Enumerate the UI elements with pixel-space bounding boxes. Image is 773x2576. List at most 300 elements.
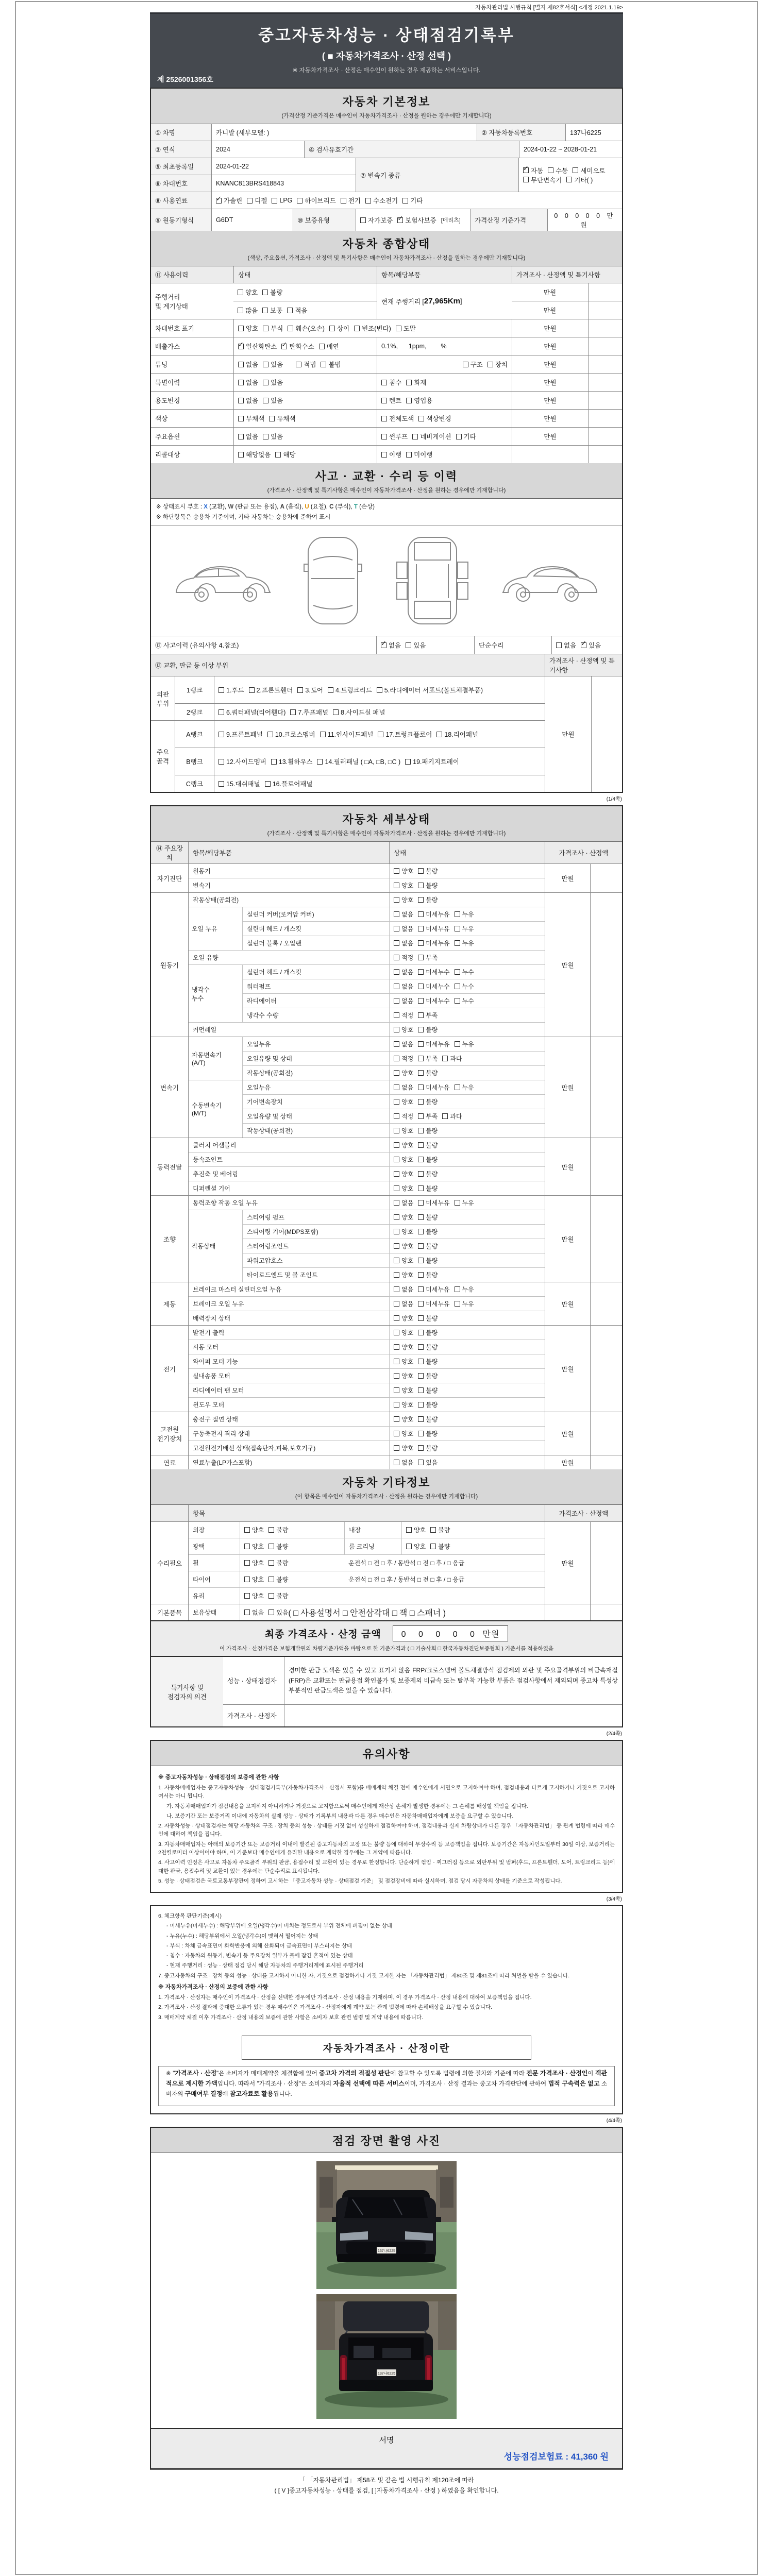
checkbox-불량[interactable]: 불량 bbox=[418, 1371, 438, 1380]
checkbox-적정[interactable]: 적정 bbox=[394, 1112, 413, 1121]
checkbox-디젤[interactable]: 디젤 bbox=[247, 196, 267, 205]
detail-row bbox=[189, 1196, 545, 1210]
checkbox-썬루프[interactable]: 썬루프 bbox=[381, 432, 408, 441]
basic-items-row bbox=[189, 1604, 545, 1620]
section-header bbox=[151, 89, 622, 124]
checkbox-하이브리드[interactable]: 하이브리드 bbox=[297, 196, 335, 205]
checkbox-있음[interactable]: ✓ 있음 bbox=[581, 640, 601, 650]
checkbox-누유[interactable]: 누유 bbox=[455, 1299, 474, 1308]
checkbox-5.라디에이터 서포트(볼트체결부품)[interactable]: 5.라디에이터 서포트(볼트체결부품) bbox=[377, 685, 483, 694]
price-note-cell bbox=[590, 1604, 622, 1620]
checkbox-불량[interactable]: 불량 bbox=[430, 1526, 450, 1534]
checkbox-양호[interactable]: 양호 bbox=[394, 1314, 413, 1323]
checkbox-해당[interactable]: 해당 bbox=[275, 450, 295, 459]
checkbox-불량[interactable]: 불량 bbox=[418, 1242, 438, 1250]
cell bbox=[343, 2301, 429, 2331]
checkbox-불법[interactable]: 불법 bbox=[321, 360, 341, 369]
checkbox-불량[interactable]: 불량 bbox=[418, 895, 438, 904]
exchange-left bbox=[151, 676, 545, 792]
checkbox-부족[interactable]: 부족 bbox=[418, 953, 438, 962]
checkbox-14.필러패널 ( □A, □B, □C )[interactable]: 14.필러패널 ( □A, □B, □C ) bbox=[317, 757, 400, 766]
checkbox-불량[interactable]: 불량 bbox=[418, 1227, 438, 1236]
field-label: 가격산정 기준가격 bbox=[470, 209, 547, 231]
checkbox-자가보증[interactable]: 자가보증 bbox=[360, 215, 393, 225]
checkbox-양호[interactable]: 양호 bbox=[394, 1444, 413, 1452]
checkbox-없음[interactable]: 없음 bbox=[394, 968, 413, 976]
checkbox-기타[interactable]: 기타 bbox=[456, 432, 476, 441]
price-cell: 만원 bbox=[545, 1037, 590, 1138]
section-title: 사고 · 교환 · 수리 등 이력 bbox=[315, 470, 458, 483]
checkbox-box-icon bbox=[394, 1387, 399, 1393]
repair-group-label: 수리필요 bbox=[157, 1560, 182, 1567]
sub-group-rows bbox=[243, 1210, 545, 1282]
checkbox-불량[interactable]: 불량 bbox=[418, 867, 438, 875]
checkbox-과다[interactable]: 과다 bbox=[442, 1112, 462, 1121]
checkbox-box-icon bbox=[247, 198, 253, 204]
checkbox-미세누유[interactable]: 미세누유 bbox=[418, 939, 449, 947]
checkbox-양호[interactable]: 양호 bbox=[394, 1155, 413, 1164]
checkbox-적음[interactable]: 적음 bbox=[287, 306, 307, 315]
cell bbox=[565, 588, 578, 601]
checkbox-불량[interactable]: 불량 bbox=[418, 1155, 438, 1164]
checkbox-불량[interactable]: 불량 bbox=[418, 1343, 438, 1351]
checkbox-15.대쉬패널[interactable]: 15.대쉬패널 bbox=[219, 779, 260, 788]
checkbox-미세누유[interactable]: 미세누유 bbox=[418, 924, 449, 933]
checkbox-적정[interactable]: 적정 bbox=[394, 1011, 413, 1020]
emphasis: 참고자료로 활용 bbox=[229, 2090, 274, 2097]
checkbox-미세누수[interactable]: 미세누수 bbox=[418, 968, 449, 976]
checkbox-불량[interactable]: 불량 bbox=[268, 1542, 288, 1551]
checkbox-있음[interactable]: 있음 bbox=[263, 432, 283, 441]
checkbox-불량[interactable]: 불량 bbox=[262, 287, 282, 297]
checkbox-1.후드[interactable]: 1.후드 bbox=[219, 685, 244, 694]
checkbox-불량[interactable]: 불량 bbox=[430, 1542, 450, 1551]
checkbox-양호[interactable]: 양호 bbox=[394, 881, 413, 890]
checkbox-box-icon bbox=[394, 1027, 399, 1032]
checkbox-누유[interactable]: 누유 bbox=[455, 924, 474, 933]
checkbox-구조[interactable]: 구조 bbox=[463, 360, 483, 369]
checkbox-불량[interactable]: 불량 bbox=[418, 1400, 438, 1409]
checkbox-화재[interactable]: 화재 bbox=[406, 378, 426, 387]
checkbox-없음[interactable]: 없음 bbox=[238, 396, 258, 405]
checkbox-누유[interactable]: 누유 bbox=[455, 1083, 474, 1092]
checkbox-13.휠하우스[interactable]: 13.휠하우스 bbox=[271, 757, 313, 766]
checkbox-이행[interactable]: 이행 bbox=[381, 450, 401, 459]
cell bbox=[569, 592, 574, 597]
col-header: 상태 bbox=[389, 842, 545, 863]
checkbox-보험사보증[interactable]: ✓ 보험사보증 bbox=[397, 215, 436, 225]
checkbox-있음[interactable]: 있음 bbox=[268, 1608, 288, 1617]
checkbox-16.플로어패널[interactable]: 16.플로어패널 bbox=[265, 779, 313, 788]
checkbox-미세누유[interactable]: 미세누유 bbox=[418, 910, 449, 919]
device-group-label: 제동 bbox=[163, 1300, 176, 1308]
section-title: 자동차 기본정보 bbox=[342, 95, 431, 108]
checkbox-box-icon bbox=[249, 687, 255, 693]
detail-row bbox=[243, 907, 545, 921]
checkbox-양호[interactable]: 양호 bbox=[244, 1558, 264, 1567]
detail-state bbox=[390, 1210, 545, 1224]
checkbox-box-icon bbox=[406, 398, 412, 403]
repair-item: 광택 bbox=[189, 1538, 240, 1554]
checkbox-box-icon bbox=[394, 1084, 399, 1090]
checkbox-부식[interactable]: 부식 bbox=[263, 324, 283, 333]
checkbox-양호[interactable]: 양호 bbox=[394, 1256, 413, 1265]
checkbox-LPG[interactable]: LPG bbox=[272, 197, 292, 204]
checkbox-box-icon bbox=[406, 1544, 412, 1549]
checkbox-box-icon bbox=[418, 1113, 424, 1119]
checkbox-양호[interactable]: 양호 bbox=[394, 1025, 413, 1034]
inspection-photo-front bbox=[316, 2161, 457, 2289]
checkbox-미이행[interactable]: 미이행 bbox=[406, 450, 432, 459]
checkbox-없음[interactable]: 없음 bbox=[238, 360, 258, 369]
checkbox-불량[interactable]: 불량 bbox=[268, 1526, 288, 1534]
checkbox-양호[interactable]: 양호 bbox=[394, 1141, 413, 1149]
detail-row bbox=[189, 1181, 545, 1195]
checkbox-양호[interactable]: 양호 bbox=[244, 1526, 264, 1534]
checkbox-3.도어[interactable]: 3.도어 bbox=[297, 685, 323, 694]
section-header bbox=[151, 1469, 622, 1505]
checkbox-양호[interactable]: 양호 bbox=[394, 1400, 413, 1409]
checkbox-누수[interactable]: 누수 bbox=[455, 996, 474, 1005]
checkbox-상이[interactable]: 상이 bbox=[329, 324, 349, 333]
checkbox-미세누유[interactable]: 미세누유 bbox=[418, 1285, 449, 1294]
checkbox-box-icon bbox=[523, 167, 529, 173]
checkbox-기타( )[interactable]: 기타( ) bbox=[566, 175, 593, 184]
checkbox-없음[interactable]: 없음 bbox=[394, 910, 413, 919]
price-note-cell bbox=[590, 1282, 622, 1325]
checkbox-불량[interactable]: 불량 bbox=[418, 1213, 438, 1222]
checkbox-변조(변타)[interactable]: 변조(변타) bbox=[354, 324, 391, 333]
checkbox-불량[interactable]: 불량 bbox=[418, 1256, 438, 1265]
signature-label: 서명 bbox=[379, 2435, 394, 2445]
checkbox-미세누수[interactable]: 미세누수 bbox=[418, 996, 449, 1005]
notice-heading: ※ 중고자동차성능 · 상태점검의 보증에 관한 사항 bbox=[158, 1774, 279, 1781]
checkbox-불량[interactable]: 불량 bbox=[418, 1170, 438, 1178]
checkbox-양호[interactable]: 양호 bbox=[394, 1371, 413, 1380]
state-options bbox=[233, 319, 512, 337]
repair-item: 타이어 bbox=[189, 1571, 240, 1587]
checkbox-있음[interactable]: 있음 bbox=[406, 640, 426, 650]
checkbox-수동[interactable]: 수동 bbox=[548, 166, 568, 175]
first-reg-vin-column bbox=[151, 158, 356, 192]
checkbox-양호[interactable]: 양호 bbox=[244, 1575, 264, 1584]
checkbox-양호[interactable]: 양호 bbox=[238, 324, 258, 333]
price-cell: 만원 bbox=[545, 1282, 590, 1325]
checkbox-없음[interactable]: 없음 bbox=[556, 640, 576, 650]
checkbox-box-icon bbox=[455, 1041, 460, 1047]
checkbox-미세누유[interactable]: 미세누유 bbox=[418, 1198, 449, 1207]
checkbox-양호[interactable]: 양호 bbox=[238, 287, 258, 297]
sub-group-rows bbox=[243, 1037, 545, 1080]
rank-label: A랭크 bbox=[175, 721, 214, 748]
checkbox-box-icon bbox=[394, 1344, 399, 1350]
checkbox-양호[interactable]: 양호 bbox=[394, 895, 413, 904]
checkbox-전체도색[interactable]: 전체도색 bbox=[381, 414, 414, 423]
exchange-group bbox=[151, 676, 545, 720]
checkbox-미세누수[interactable]: 미세누수 bbox=[418, 982, 449, 991]
checkbox-불량[interactable]: 불량 bbox=[418, 1386, 438, 1395]
checkbox-해당없음[interactable]: 해당없음 bbox=[238, 450, 271, 459]
checkbox-누유[interactable]: 누유 bbox=[455, 1285, 474, 1294]
checkbox-불량[interactable]: 불량 bbox=[418, 1270, 438, 1279]
checkbox-매연[interactable]: 매연 bbox=[319, 342, 339, 351]
checkbox-양호[interactable]: 양호 bbox=[406, 1542, 426, 1551]
checkbox-10.크로스멤버[interactable]: 10.크로스멤버 bbox=[267, 730, 315, 739]
repair-row bbox=[189, 1554, 545, 1571]
checkbox-box-icon bbox=[394, 1056, 399, 1061]
emphasis: 중고차 가격의 적절성 판단 bbox=[318, 2069, 391, 2077]
checkbox-없음[interactable]: 없음 bbox=[394, 1458, 413, 1467]
usage-label: 주행거리 및 계기상태 bbox=[155, 293, 188, 310]
checkbox-box-icon bbox=[418, 1171, 424, 1177]
detail-row bbox=[189, 1311, 545, 1325]
checkbox-box-icon bbox=[262, 290, 268, 295]
checkbox-box-icon bbox=[418, 416, 424, 421]
checkbox-일산화탄소[interactable]: ✓ 일산화탄소 bbox=[238, 342, 277, 351]
checkbox-있음[interactable]: 있음 bbox=[263, 378, 283, 387]
document bbox=[150, 1, 623, 2499]
checkbox-7.루프패널[interactable]: 7.루프패널 bbox=[290, 707, 328, 717]
checkbox-불량[interactable]: 불량 bbox=[418, 1025, 438, 1034]
checkbox-부족[interactable]: 부족 bbox=[418, 1054, 438, 1063]
checkbox-색상변경[interactable]: 색상변경 bbox=[418, 414, 451, 423]
col-header: 항목 bbox=[188, 1505, 545, 1521]
notice-item: 5. 성능 · 상태점검은 국토교통부장관이 정하여 고시하는 「중고자동차 성능 · 상태점검 기준」 및 점검장비에 따라 실시하며, 점검 당시 자동차의 상태를 기준으로 작성됩니다. bbox=[158, 1877, 562, 1884]
detail-row bbox=[243, 921, 545, 936]
checkbox-누유[interactable]: 누유 bbox=[455, 1198, 474, 1207]
checkbox-양호[interactable]: 양호 bbox=[394, 1328, 413, 1337]
checkbox-양호[interactable]: 양호 bbox=[244, 1542, 264, 1551]
checkbox-부족[interactable]: 부족 bbox=[418, 1112, 438, 1121]
checkbox-8.사이드실 패널[interactable]: 8.사이드실 패널 bbox=[333, 707, 385, 717]
checkbox-양호[interactable]: 양호 bbox=[394, 1242, 413, 1250]
checkbox-적정[interactable]: 적정 bbox=[394, 1054, 413, 1063]
checkbox-2.프론트휀더[interactable]: 2.프론트휀더 bbox=[249, 685, 293, 694]
checkbox-적정[interactable]: 적정 bbox=[394, 953, 413, 962]
checkbox-양호[interactable]: 양호 bbox=[394, 1170, 413, 1178]
checkbox-자동[interactable]: ✓ 자동 bbox=[523, 166, 543, 175]
checkbox-있음[interactable]: 있음 bbox=[418, 1458, 438, 1467]
checkbox-box-icon bbox=[271, 759, 277, 765]
device-group-label: 고전원 전기장치 bbox=[157, 1426, 182, 1443]
checkbox-누유[interactable]: 누유 bbox=[455, 939, 474, 947]
checkbox-유채색[interactable]: 유채색 bbox=[269, 414, 295, 423]
checkbox-미세누유[interactable]: 미세누유 bbox=[418, 1299, 449, 1308]
checkbox-불량[interactable]: 불량 bbox=[418, 1429, 438, 1438]
checkbox-있음[interactable]: 있음 bbox=[263, 360, 283, 369]
checkbox-불량[interactable]: 불량 bbox=[418, 1126, 438, 1135]
checkbox-기타[interactable]: 기타 bbox=[402, 196, 423, 205]
checkbox-없음[interactable]: 없음 bbox=[394, 1083, 413, 1092]
checkbox-양호[interactable]: 양호 bbox=[394, 1184, 413, 1193]
checkbox-없음[interactable]: ✓ 없음 bbox=[381, 640, 401, 650]
checkbox-없음[interactable]: 없음 bbox=[394, 1040, 413, 1048]
detail-state bbox=[390, 1138, 545, 1152]
price-note-cell bbox=[588, 319, 622, 337]
checkbox-양호[interactable]: 양호 bbox=[244, 1591, 264, 1600]
notice-item: 1. 가격조사 · 산정자는 매수인이 가격조사 · 산정을 선택한 경우에만 가격조사 · 산정 내용을 기재하며, 이 경우 가격조사 · 산정 내용에 대하여 보증책임을 집니다. bbox=[158, 1994, 532, 2001]
notice-item: 나. 보증기간 또는 보증거리 이내에 자동차의 실제 성능 · 상태가 기록부의 내용과 다른 경우 매수인은 자동차매매업자에게 보증을 요구할 수 있습니다. bbox=[166, 1812, 514, 1819]
checkbox-불량[interactable]: 불량 bbox=[418, 1184, 438, 1193]
checkbox-과다[interactable]: 과다 bbox=[442, 1054, 462, 1063]
repair-item: 룸 크리닝 bbox=[344, 1538, 402, 1554]
field-label: ⑥ 차대번호 bbox=[151, 175, 211, 192]
checkbox-양호[interactable]: 양호 bbox=[394, 1227, 413, 1236]
checkbox-장치[interactable]: 장치 bbox=[488, 360, 508, 369]
checkbox-무단변속기[interactable]: 무단변속기 bbox=[523, 175, 562, 184]
checkbox-양호[interactable]: 양호 bbox=[394, 1213, 413, 1222]
checkbox-불량[interactable]: 불량 bbox=[268, 1575, 288, 1584]
device-group-label: 동력전달 bbox=[157, 1163, 182, 1171]
checkbox-없음[interactable]: 없음 bbox=[394, 924, 413, 933]
checkbox-양호[interactable]: 양호 bbox=[394, 1097, 413, 1106]
checkbox-box-icon bbox=[394, 911, 399, 917]
state-options bbox=[233, 428, 377, 445]
checkbox-보통[interactable]: 보통 bbox=[262, 306, 282, 315]
checkbox-없음[interactable]: 없음 bbox=[238, 432, 258, 441]
final-price-band bbox=[151, 1620, 622, 1656]
checkbox-19.패키지트레이[interactable]: 19.패키지트레이 bbox=[405, 757, 459, 766]
checkbox-양호[interactable]: 양호 bbox=[394, 867, 413, 875]
device-group-rows bbox=[188, 1326, 545, 1412]
repair-item: 유리 bbox=[189, 1588, 240, 1604]
checkbox-불량[interactable]: 불량 bbox=[418, 1415, 438, 1423]
checkbox-4.트렁크리드[interactable]: 4.트렁크리드 bbox=[328, 685, 372, 694]
checkbox-12.사이드멤버[interactable]: 12.사이드멤버 bbox=[219, 757, 266, 766]
rank-row bbox=[175, 676, 545, 703]
checkbox-수소전기[interactable]: 수소전기 bbox=[365, 196, 398, 205]
checkbox-6.쿼터패널(리어휀다)[interactable]: 6.쿼터패널(리어휀다) bbox=[219, 707, 285, 717]
checkbox-양호[interactable]: 양호 bbox=[394, 1343, 413, 1351]
field-label: ⑩ 보증유형 bbox=[293, 209, 356, 231]
emphasis: 법적 구속력은 없고 bbox=[548, 2079, 600, 2087]
checkbox-세미오토[interactable]: 세미오토 bbox=[573, 166, 605, 175]
checkbox-box-icon bbox=[394, 1041, 399, 1047]
checkbox-불량[interactable]: 불량 bbox=[418, 1328, 438, 1337]
checkbox-양호[interactable]: 양호 bbox=[406, 1526, 426, 1534]
detail-state bbox=[390, 1253, 545, 1267]
checkbox-미세누유[interactable]: 미세누유 bbox=[418, 1083, 449, 1092]
checkbox-렌트[interactable]: 렌트 bbox=[381, 396, 401, 405]
checkbox-불량[interactable]: 불량 bbox=[418, 1314, 438, 1323]
checkbox-미세누유[interactable]: 미세누유 bbox=[418, 1040, 449, 1048]
checkbox-불량[interactable]: 불량 bbox=[268, 1591, 288, 1600]
accident-history-options bbox=[376, 636, 474, 654]
checkbox-없음[interactable]: 없음 bbox=[244, 1608, 264, 1617]
checkbox-양호[interactable]: 양호 bbox=[394, 1415, 413, 1423]
checkbox-누유[interactable]: 누유 bbox=[455, 910, 474, 919]
detail-item: 윈도우 모터 bbox=[189, 1398, 390, 1412]
detail-row bbox=[189, 1326, 545, 1340]
price-cell: 만원 bbox=[512, 355, 588, 373]
checkbox-없음[interactable]: 없음 bbox=[394, 1198, 413, 1207]
checkbox-탄화수소[interactable]: ✓ 탄화수소 bbox=[281, 342, 314, 351]
checkbox-11.인사이드패널[interactable]: 11.인사이드패널 bbox=[320, 730, 374, 739]
checkbox-없음[interactable]: 없음 bbox=[394, 939, 413, 947]
checkbox-있음[interactable]: 있음 bbox=[263, 396, 283, 405]
checkbox-없음[interactable]: 없음 bbox=[394, 1299, 413, 1308]
price-note-cell bbox=[588, 355, 622, 373]
table-row bbox=[151, 355, 622, 373]
device-group-rows bbox=[188, 1138, 545, 1195]
checkbox-누수[interactable]: 누수 bbox=[455, 982, 474, 991]
mileage-state-2 bbox=[233, 301, 377, 319]
checkbox-누유[interactable]: 누유 bbox=[455, 1040, 474, 1048]
section-note: (가격산정 기준가격은 매수인이 자동차가격조사 · 산정을 원하는 경우에만 기재합니다) bbox=[281, 113, 492, 119]
checkbox-불량[interactable]: 불량 bbox=[418, 1097, 438, 1106]
checkbox-box-icon bbox=[463, 362, 468, 367]
checkbox-불량[interactable]: 불량 bbox=[418, 1141, 438, 1149]
cell bbox=[304, 564, 308, 571]
checkbox-box-icon bbox=[394, 1099, 399, 1105]
checkbox-양호[interactable]: 양호 bbox=[394, 1429, 413, 1438]
detail-state bbox=[390, 1080, 545, 1094]
checkbox-없음[interactable]: 없음 bbox=[238, 378, 258, 387]
checkbox-양호[interactable]: 양호 bbox=[394, 1069, 413, 1077]
checkbox-가솔린[interactable]: ✓ 가솔린 bbox=[216, 196, 242, 205]
checkbox-없음[interactable]: 없음 bbox=[394, 996, 413, 1005]
doc-title-note: ※ 자동차가격조사 · 산정은 매수인이 원하는 경우 제공하는 서비스입니다. bbox=[292, 67, 481, 74]
basic-items-group bbox=[151, 1604, 622, 1620]
checkbox-양호[interactable]: 양호 bbox=[394, 1357, 413, 1366]
checkbox-불량[interactable]: 불량 bbox=[418, 1444, 438, 1452]
checkbox-영업용[interactable]: 영업용 bbox=[406, 396, 432, 405]
detail-state bbox=[390, 1196, 545, 1210]
checkbox-box-icon bbox=[238, 326, 244, 331]
sub-group bbox=[189, 1037, 545, 1080]
checkbox-불량[interactable]: 불량 bbox=[418, 881, 438, 890]
checkbox-많음[interactable]: 많음 bbox=[238, 306, 258, 315]
checkbox-양호[interactable]: 양호 bbox=[394, 1386, 413, 1395]
checkbox-17.트렁크플로어[interactable]: 17.트렁크플로어 bbox=[378, 730, 432, 739]
field-label: ① 차명 bbox=[151, 124, 211, 141]
checkbox-무채색[interactable]: 무채색 bbox=[238, 414, 264, 423]
checkbox-불량[interactable]: 불량 bbox=[418, 1069, 438, 1077]
checkbox-box-icon bbox=[238, 362, 244, 367]
detail-row bbox=[189, 1340, 545, 1354]
checkbox-침수[interactable]: 침수 bbox=[381, 378, 401, 387]
detail-item: 실린더 헤드 / 개스킷 bbox=[243, 922, 390, 936]
checkbox-없음[interactable]: 없음 bbox=[394, 1285, 413, 1294]
checkbox-불량[interactable]: 불량 bbox=[418, 1357, 438, 1366]
notice-item: 6. 체크항목 판단기준(예시) bbox=[158, 1913, 222, 1920]
checkbox-불량[interactable]: 불량 bbox=[268, 1558, 288, 1567]
checkbox-box-icon bbox=[244, 1527, 250, 1533]
mileage-prices bbox=[512, 283, 622, 319]
checkbox-box-icon bbox=[275, 452, 281, 457]
checkbox-적법[interactable]: 적법 bbox=[296, 360, 316, 369]
checkbox-양호[interactable]: 양호 bbox=[394, 1126, 413, 1135]
checkbox-18.리어패널[interactable]: 18.리어패널 bbox=[436, 730, 478, 739]
checkbox-box-icon bbox=[281, 344, 287, 349]
detail-row bbox=[189, 1397, 545, 1412]
checkbox-양호[interactable]: 양호 bbox=[394, 1270, 413, 1279]
detail-item: 실린더 블록 / 오일팬 bbox=[243, 936, 390, 950]
checkbox-부족[interactable]: 부족 bbox=[418, 1011, 438, 1020]
checkbox-9.프론트패널[interactable]: 9.프론트패널 bbox=[219, 730, 263, 739]
checkbox-전기[interactable]: 전기 bbox=[341, 196, 361, 205]
checkbox-없음[interactable]: 없음 bbox=[394, 982, 413, 991]
checkbox-네비게이션[interactable]: 네비게이션 bbox=[412, 432, 451, 441]
emphasis: 객관적으로 제시한 가액 bbox=[166, 2069, 608, 2087]
checkbox-훼손(오손)[interactable]: 훼손(오손) bbox=[288, 324, 325, 333]
device-group-rows bbox=[188, 893, 545, 1037]
checkbox-누수[interactable]: 누수 bbox=[455, 968, 474, 976]
rank-label: 2랭크 bbox=[175, 704, 214, 720]
page-mark-1: (1/4쪽) bbox=[606, 796, 622, 803]
detail-item: 원동기 bbox=[189, 864, 390, 878]
checkbox-도말[interactable]: 도말 bbox=[396, 324, 416, 333]
